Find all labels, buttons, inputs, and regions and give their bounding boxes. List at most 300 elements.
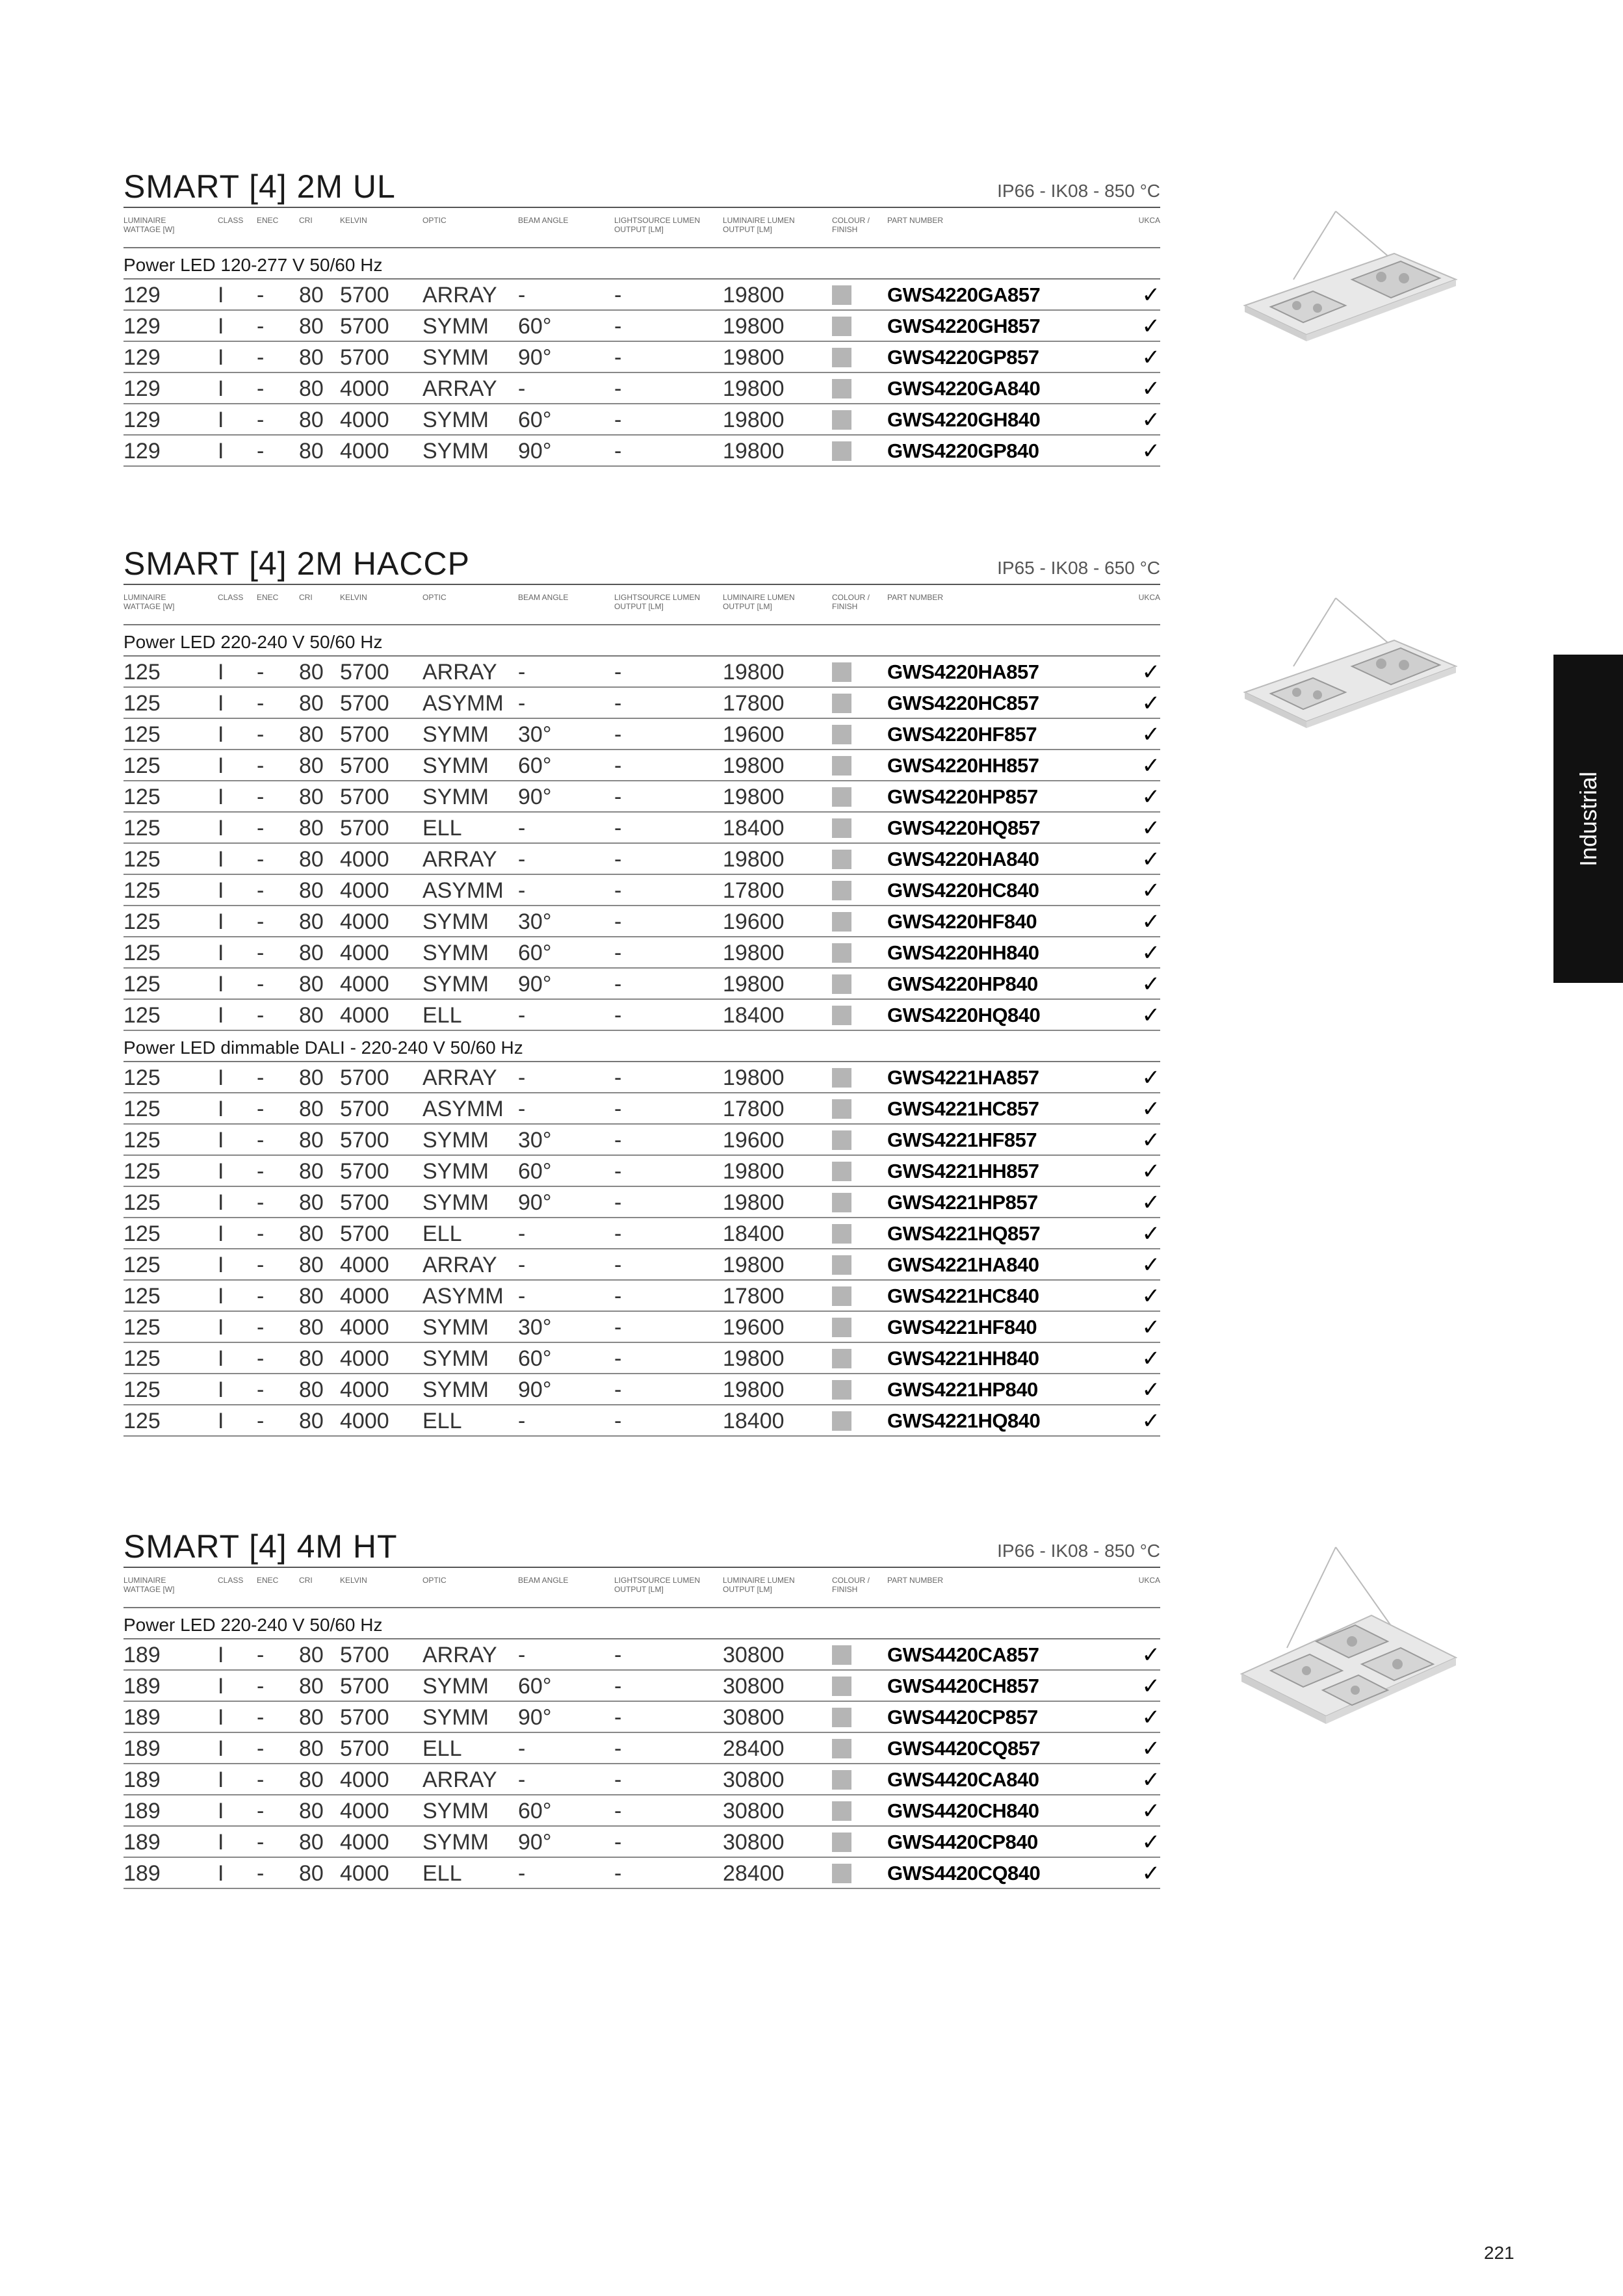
part-number-cell[interactable]: GWS4221HC857 xyxy=(887,1097,1039,1120)
table-row xyxy=(123,719,1160,750)
optic-cell: ARRAY xyxy=(422,1768,497,1792)
lightsource-lumen-cell: - xyxy=(614,660,622,685)
part-number-cell[interactable]: GWS4220GP857 xyxy=(887,346,1039,369)
colour-swatch xyxy=(832,1318,851,1337)
cri-cell: 80 xyxy=(299,1253,324,1277)
class-cell: I xyxy=(218,439,224,463)
wattage-cell: 125 xyxy=(123,1377,161,1402)
luminaire-lumen-cell: 17800 xyxy=(723,1097,785,1121)
kelvin-cell: 5700 xyxy=(340,283,389,307)
cri-cell: 80 xyxy=(299,1159,324,1184)
optic-cell: SYMM xyxy=(422,722,489,747)
class-cell: I xyxy=(218,314,224,339)
column-header-ls_lumen: LIGHTSOURCE LUMEN OUTPUT [LM] xyxy=(614,216,701,234)
lightsource-lumen-cell: - xyxy=(614,408,622,432)
part-number-cell[interactable]: GWS4420CP857 xyxy=(887,1706,1038,1729)
ukca-check-icon: ✓ xyxy=(1141,1736,1160,1761)
power-group-label: Power LED dimmable DALI - 220-240 V 50/60 Hz xyxy=(123,1031,1160,1062)
part-number-cell[interactable]: GWS4220HP840 xyxy=(887,972,1038,995)
optic-cell: ELL xyxy=(422,1221,462,1246)
enec-cell: - xyxy=(257,878,265,903)
section-spec: IP65 - IK08 - 650 °C xyxy=(997,558,1160,578)
lightsource-lumen-cell: - xyxy=(614,847,622,872)
table-row xyxy=(123,906,1160,937)
colour-swatch xyxy=(832,1645,851,1665)
optic-cell: ELL xyxy=(422,1736,462,1761)
cri-cell: 80 xyxy=(299,1346,324,1371)
part-number-cell[interactable]: GWS4221HQ857 xyxy=(887,1222,1041,1245)
class-cell: I xyxy=(218,941,224,965)
part-number-cell[interactable]: GWS4220GA857 xyxy=(887,283,1041,306)
cri-cell: 80 xyxy=(299,1799,324,1823)
table-header-row xyxy=(123,584,1160,625)
enec-cell: - xyxy=(257,847,265,872)
wattage-cell: 129 xyxy=(123,345,161,370)
column-header-beam: BEAM ANGLE xyxy=(518,1576,569,1585)
beam-angle-cell: - xyxy=(518,1861,526,1886)
optic-cell: ASYMM xyxy=(422,691,504,716)
class-cell: I xyxy=(218,1003,224,1028)
colour-swatch xyxy=(832,1130,851,1150)
part-number-cell[interactable]: GWS4420CA840 xyxy=(887,1768,1039,1791)
class-cell: I xyxy=(218,1861,224,1886)
wattage-cell: 189 xyxy=(123,1705,161,1730)
part-number-cell[interactable]: GWS4220HQ857 xyxy=(887,816,1041,839)
class-cell: I xyxy=(218,1768,224,1792)
enec-cell: - xyxy=(257,408,265,432)
colour-swatch xyxy=(832,317,851,336)
lightsource-lumen-cell: - xyxy=(614,816,622,841)
table-row xyxy=(123,1405,1160,1437)
wattage-cell: 125 xyxy=(123,1253,161,1277)
class-cell: I xyxy=(218,1674,224,1699)
wattage-cell: 125 xyxy=(123,785,161,809)
wattage-cell: 125 xyxy=(123,1284,161,1309)
kelvin-cell: 4000 xyxy=(340,1861,389,1886)
cri-cell: 80 xyxy=(299,847,324,872)
wattage-cell: 129 xyxy=(123,376,161,401)
colour-swatch xyxy=(832,1676,851,1696)
wattage-cell: 189 xyxy=(123,1643,161,1667)
ukca-check-icon: ✓ xyxy=(1141,1861,1160,1886)
beam-angle-cell: - xyxy=(518,1284,526,1309)
beam-angle-cell: - xyxy=(518,660,526,685)
power-group-label: Power LED 220-240 V 50/60 Hz xyxy=(123,625,1160,657)
column-header-lum_lumen: LUMINAIRE LUMEN OUTPUT [LM] xyxy=(723,1576,795,1594)
enec-cell: - xyxy=(257,753,265,778)
enec-cell: - xyxy=(257,1861,265,1886)
table-header-row xyxy=(123,1567,1160,1608)
column-header-kelvin: KELVIN xyxy=(340,216,367,225)
wattage-cell: 125 xyxy=(123,972,161,997)
column-header-colour: COLOUR / FINISH xyxy=(832,216,870,234)
power-group-label: Power LED 220-240 V 50/60 Hz xyxy=(123,1608,1160,1639)
class-cell: I xyxy=(218,1705,224,1730)
kelvin-cell: 5700 xyxy=(340,1097,389,1121)
column-header-part: PART NUMBER xyxy=(887,216,944,225)
kelvin-cell: 4000 xyxy=(340,941,389,965)
part-number-cell[interactable]: GWS4220GH840 xyxy=(887,408,1041,431)
class-cell: I xyxy=(218,1065,224,1090)
cri-cell: 80 xyxy=(299,1377,324,1402)
column-header-optic: OPTIC xyxy=(422,1576,447,1585)
kelvin-cell: 4000 xyxy=(340,439,389,463)
wattage-cell: 129 xyxy=(123,314,161,339)
optic-cell: SYMM xyxy=(422,1346,489,1371)
luminaire-lumen-cell: 19800 xyxy=(723,785,785,809)
class-cell: I xyxy=(218,909,224,934)
optic-cell: ASYMM xyxy=(422,1097,504,1121)
beam-angle-cell: 60° xyxy=(518,1346,552,1371)
lightsource-lumen-cell: - xyxy=(614,1097,622,1121)
cri-cell: 80 xyxy=(299,816,324,841)
enec-cell: - xyxy=(257,376,265,401)
column-header-enec: ENEC xyxy=(257,1576,279,1585)
part-number-cell[interactable]: GWS4420CQ857 xyxy=(887,1737,1041,1760)
table-row xyxy=(123,1156,1160,1187)
kelvin-cell: 5700 xyxy=(340,1705,389,1730)
lightsource-lumen-cell: - xyxy=(614,345,622,370)
beam-angle-cell: - xyxy=(518,816,526,841)
lightsource-lumen-cell: - xyxy=(614,878,622,903)
section-title: SMART [4] 2M UL xyxy=(123,168,396,205)
optic-cell: ELL xyxy=(422,1409,462,1433)
colour-swatch xyxy=(832,694,851,713)
colour-swatch xyxy=(832,912,851,932)
enec-cell: - xyxy=(257,660,265,685)
table-row xyxy=(123,1374,1160,1405)
part-number-cell[interactable]: GWS4420CQ840 xyxy=(887,1862,1041,1885)
part-number-cell[interactable]: GWS4220GH857 xyxy=(887,315,1041,337)
part-number-cell[interactable]: GWS4220GP840 xyxy=(887,439,1039,462)
part-number-cell[interactable]: GWS4220HP857 xyxy=(887,785,1038,808)
kelvin-cell: 5700 xyxy=(340,816,389,841)
column-header-lum_lumen: LUMINAIRE LUMEN OUTPUT [LM] xyxy=(723,593,795,611)
kelvin-cell: 4000 xyxy=(340,408,389,432)
beam-angle-cell: 30° xyxy=(518,1128,552,1153)
luminaire-lumen-cell: 30800 xyxy=(723,1705,785,1730)
table-row xyxy=(123,813,1160,844)
beam-angle-cell: 30° xyxy=(518,1315,552,1340)
table-row xyxy=(123,1639,1160,1671)
part-number-cell[interactable]: GWS4420CP840 xyxy=(887,1831,1038,1853)
lightsource-lumen-cell: - xyxy=(614,1284,622,1309)
kelvin-cell: 5700 xyxy=(340,660,389,685)
luminaire-lumen-cell: 19800 xyxy=(723,1377,785,1402)
part-number-cell[interactable]: GWS4220HF840 xyxy=(887,910,1037,933)
class-cell: I xyxy=(218,1377,224,1402)
kelvin-cell: 5700 xyxy=(340,1674,389,1699)
colour-swatch xyxy=(832,818,851,838)
column-header-ukca: UKCA xyxy=(1138,593,1160,602)
wattage-cell: 125 xyxy=(123,722,161,747)
lightsource-lumen-cell: - xyxy=(614,909,622,934)
kelvin-cell: 5700 xyxy=(340,345,389,370)
table-row xyxy=(123,1671,1160,1702)
colour-swatch xyxy=(832,787,851,807)
beam-angle-cell: 90° xyxy=(518,1377,552,1402)
class-cell: I xyxy=(218,1284,224,1309)
column-header-ukca: UKCA xyxy=(1138,216,1160,225)
cri-cell: 80 xyxy=(299,1097,324,1121)
part-number-cell[interactable]: GWS4221HP857 xyxy=(887,1191,1038,1214)
column-header-part: PART NUMBER xyxy=(887,593,944,602)
lightsource-lumen-cell: - xyxy=(614,1346,622,1371)
kelvin-cell: 4000 xyxy=(340,1253,389,1277)
part-number-cell[interactable]: GWS4221HF840 xyxy=(887,1316,1037,1338)
part-number-cell[interactable]: GWS4420CH857 xyxy=(887,1675,1039,1697)
column-header-colour: COLOUR / FINISH xyxy=(832,1576,870,1594)
beam-angle-cell: - xyxy=(518,1065,526,1090)
part-number-cell[interactable]: GWS4220HC840 xyxy=(887,879,1039,902)
table-row xyxy=(123,1858,1160,1889)
table-header-row xyxy=(123,207,1160,248)
beam-angle-cell: 90° xyxy=(518,785,552,809)
beam-angle-cell: - xyxy=(518,283,526,307)
lightsource-lumen-cell: - xyxy=(614,1705,622,1730)
lightsource-lumen-cell: - xyxy=(614,722,622,747)
part-number-cell[interactable]: GWS4221HC840 xyxy=(887,1285,1039,1307)
lightsource-lumen-cell: - xyxy=(614,1065,622,1090)
enec-cell: - xyxy=(257,972,265,997)
optic-cell: ARRAY xyxy=(422,1643,497,1667)
ukca-check-icon: ✓ xyxy=(1141,314,1160,339)
part-number-cell[interactable]: GWS4221HA857 xyxy=(887,1066,1039,1089)
optic-cell: ARRAY xyxy=(422,847,497,872)
colour-swatch xyxy=(832,662,851,682)
ukca-check-icon: ✓ xyxy=(1141,1097,1160,1121)
ukca-check-icon: ✓ xyxy=(1141,376,1160,401)
kelvin-cell: 4000 xyxy=(340,847,389,872)
beam-angle-cell: - xyxy=(518,1221,526,1246)
column-header-wattage: LUMINAIRE WATTAGE [W] xyxy=(123,593,175,611)
ukca-check-icon: ✓ xyxy=(1141,753,1160,778)
beam-angle-cell: 60° xyxy=(518,941,552,965)
class-cell: I xyxy=(218,1643,224,1667)
class-cell: I xyxy=(218,1830,224,1855)
class-cell: I xyxy=(218,1315,224,1340)
section-title: SMART [4] 2M HACCP xyxy=(123,545,470,582)
column-header-enec: ENEC xyxy=(257,593,279,602)
colour-swatch xyxy=(832,1708,851,1727)
part-number-cell[interactable]: GWS4221HP840 xyxy=(887,1378,1038,1401)
beam-angle-cell: 60° xyxy=(518,1674,552,1699)
part-number-cell[interactable]: GWS4221HF857 xyxy=(887,1128,1037,1151)
cri-cell: 80 xyxy=(299,1674,324,1699)
part-number-cell[interactable]: GWS4420CA857 xyxy=(887,1643,1039,1666)
optic-cell: SYMM xyxy=(422,408,489,432)
enec-cell: - xyxy=(257,1830,265,1855)
enec-cell: - xyxy=(257,1128,265,1153)
kelvin-cell: 5700 xyxy=(340,1643,389,1667)
beam-angle-cell: - xyxy=(518,1768,526,1792)
part-number-cell[interactable]: GWS4220HF857 xyxy=(887,723,1037,746)
category-side-tab-label: Industrial xyxy=(1574,771,1602,867)
luminaire-lumen-cell: 30800 xyxy=(723,1643,785,1667)
cri-cell: 80 xyxy=(299,909,324,934)
lightsource-lumen-cell: - xyxy=(614,941,622,965)
kelvin-cell: 4000 xyxy=(340,878,389,903)
enec-cell: - xyxy=(257,1190,265,1215)
colour-swatch xyxy=(832,379,851,398)
category-side-tab[interactable] xyxy=(1553,655,1623,983)
cri-cell: 80 xyxy=(299,439,324,463)
beam-angle-cell: 60° xyxy=(518,1159,552,1184)
beam-angle-cell: 90° xyxy=(518,972,552,997)
ukca-check-icon: ✓ xyxy=(1141,439,1160,463)
enec-cell: - xyxy=(257,722,265,747)
colour-swatch xyxy=(832,756,851,776)
class-cell: I xyxy=(218,1190,224,1215)
part-number-cell[interactable]: GWS4221HA840 xyxy=(887,1253,1039,1276)
beam-angle-cell: 60° xyxy=(518,408,552,432)
class-cell: I xyxy=(218,1799,224,1823)
ukca-check-icon: ✓ xyxy=(1141,909,1160,934)
part-number-cell[interactable]: GWS4221HH857 xyxy=(887,1160,1039,1182)
ukca-check-icon: ✓ xyxy=(1141,972,1160,997)
colour-swatch xyxy=(832,1770,851,1790)
kelvin-cell: 5700 xyxy=(340,314,389,339)
colour-swatch xyxy=(832,1255,851,1275)
wattage-cell: 129 xyxy=(123,283,161,307)
page-number: 221 xyxy=(1484,2243,1514,2263)
colour-swatch xyxy=(832,348,851,367)
colour-swatch xyxy=(832,1801,851,1821)
wattage-cell: 125 xyxy=(123,1097,161,1121)
part-number-cell[interactable]: GWS4220GA840 xyxy=(887,377,1041,400)
enec-cell: - xyxy=(257,439,265,463)
kelvin-cell: 4000 xyxy=(340,1409,389,1433)
table-row xyxy=(123,1795,1160,1827)
colour-swatch xyxy=(832,410,851,430)
optic-cell: SYMM xyxy=(422,314,489,339)
enec-cell: - xyxy=(257,1315,265,1340)
cri-cell: 80 xyxy=(299,1736,324,1761)
enec-cell: - xyxy=(257,1003,265,1028)
column-header-lum_lumen: LUMINAIRE LUMEN OUTPUT [LM] xyxy=(723,216,795,234)
enec-cell: - xyxy=(257,1643,265,1667)
beam-angle-cell: - xyxy=(518,376,526,401)
optic-cell: SYMM xyxy=(422,1159,489,1184)
ukca-check-icon: ✓ xyxy=(1141,1159,1160,1184)
column-header-optic: OPTIC xyxy=(422,593,447,602)
kelvin-cell: 4000 xyxy=(340,1315,389,1340)
lightsource-lumen-cell: - xyxy=(614,1221,622,1246)
cri-cell: 80 xyxy=(299,1221,324,1246)
part-number-cell[interactable]: GWS4221HH840 xyxy=(887,1347,1039,1370)
optic-cell: ARRAY xyxy=(422,376,497,401)
part-number-cell[interactable]: GWS4220HA857 xyxy=(887,660,1039,683)
kelvin-cell: 4000 xyxy=(340,1799,389,1823)
luminaire-lumen-cell: 17800 xyxy=(723,878,785,903)
cri-cell: 80 xyxy=(299,1284,324,1309)
colour-swatch xyxy=(832,1162,851,1181)
enec-cell: - xyxy=(257,1159,265,1184)
kelvin-cell: 5700 xyxy=(340,1221,389,1246)
cri-cell: 80 xyxy=(299,753,324,778)
wattage-cell: 129 xyxy=(123,439,161,463)
luminaire-2m-image xyxy=(1232,208,1466,351)
luminaire-lumen-cell: 17800 xyxy=(723,1284,785,1309)
table-row xyxy=(123,1312,1160,1343)
column-header-class: CLASS xyxy=(218,216,244,225)
table-row xyxy=(123,781,1160,813)
wattage-cell: 125 xyxy=(123,1346,161,1371)
kelvin-cell: 5700 xyxy=(340,722,389,747)
part-number-cell[interactable]: GWS4221HQ840 xyxy=(887,1409,1041,1432)
beam-angle-cell: 90° xyxy=(518,1190,552,1215)
kelvin-cell: 5700 xyxy=(340,1159,389,1184)
enec-cell: - xyxy=(257,691,265,716)
cri-cell: 80 xyxy=(299,1409,324,1433)
cri-cell: 80 xyxy=(299,408,324,432)
cri-cell: 80 xyxy=(299,660,324,685)
ukca-check-icon: ✓ xyxy=(1141,1315,1160,1340)
part-number-cell[interactable]: GWS4220HA840 xyxy=(887,848,1039,870)
part-number-cell[interactable]: GWS4220HQ840 xyxy=(887,1004,1041,1026)
optic-cell: SYMM xyxy=(422,972,489,997)
part-number-cell[interactable]: GWS4220HC857 xyxy=(887,692,1039,714)
beam-angle-cell: - xyxy=(518,1409,526,1433)
kelvin-cell: 4000 xyxy=(340,376,389,401)
table-row xyxy=(123,875,1160,906)
table-row xyxy=(123,1187,1160,1218)
luminaire-lumen-cell: 19800 xyxy=(723,345,785,370)
cri-cell: 80 xyxy=(299,1315,324,1340)
product-section-smart-2m-haccp xyxy=(123,545,1160,1437)
kelvin-cell: 4000 xyxy=(340,1346,389,1371)
luminaire-lumen-cell: 18400 xyxy=(723,1221,785,1246)
part-number-cell[interactable]: GWS4220HH857 xyxy=(887,754,1039,777)
wattage-cell: 189 xyxy=(123,1830,161,1855)
luminaire-lumen-cell: 19800 xyxy=(723,408,785,432)
beam-angle-cell: 60° xyxy=(518,314,552,339)
cri-cell: 80 xyxy=(299,1190,324,1215)
wattage-cell: 125 xyxy=(123,941,161,965)
colour-swatch xyxy=(832,881,851,900)
enec-cell: - xyxy=(257,941,265,965)
luminaire-lumen-cell: 19600 xyxy=(723,1128,785,1153)
beam-angle-cell: - xyxy=(518,691,526,716)
table-row xyxy=(123,436,1160,467)
lightsource-lumen-cell: - xyxy=(614,283,622,307)
lightsource-lumen-cell: - xyxy=(614,1799,622,1823)
colour-swatch xyxy=(832,1099,851,1119)
column-header-wattage: LUMINAIRE WATTAGE [W] xyxy=(123,216,175,234)
lightsource-lumen-cell: - xyxy=(614,1736,622,1761)
ukca-check-icon: ✓ xyxy=(1141,283,1160,307)
class-cell: I xyxy=(218,1253,224,1277)
ukca-check-icon: ✓ xyxy=(1141,408,1160,432)
enec-cell: - xyxy=(257,283,265,307)
wattage-cell: 189 xyxy=(123,1674,161,1699)
wattage-cell: 125 xyxy=(123,1003,161,1028)
optic-cell: ARRAY xyxy=(422,283,497,307)
kelvin-cell: 5700 xyxy=(340,785,389,809)
enec-cell: - xyxy=(257,1097,265,1121)
ukca-check-icon: ✓ xyxy=(1141,1768,1160,1792)
wattage-cell: 125 xyxy=(123,1409,161,1433)
luminaire-lumen-cell: 19800 xyxy=(723,1253,785,1277)
part-number-cell[interactable]: GWS4220HH840 xyxy=(887,941,1039,964)
part-number-cell[interactable]: GWS4420CH840 xyxy=(887,1799,1039,1822)
table-row xyxy=(123,1702,1160,1733)
enec-cell: - xyxy=(257,1346,265,1371)
ukca-check-icon: ✓ xyxy=(1141,1253,1160,1277)
ukca-check-icon: ✓ xyxy=(1141,1830,1160,1855)
ukca-check-icon: ✓ xyxy=(1141,691,1160,716)
wattage-cell: 189 xyxy=(123,1736,161,1761)
